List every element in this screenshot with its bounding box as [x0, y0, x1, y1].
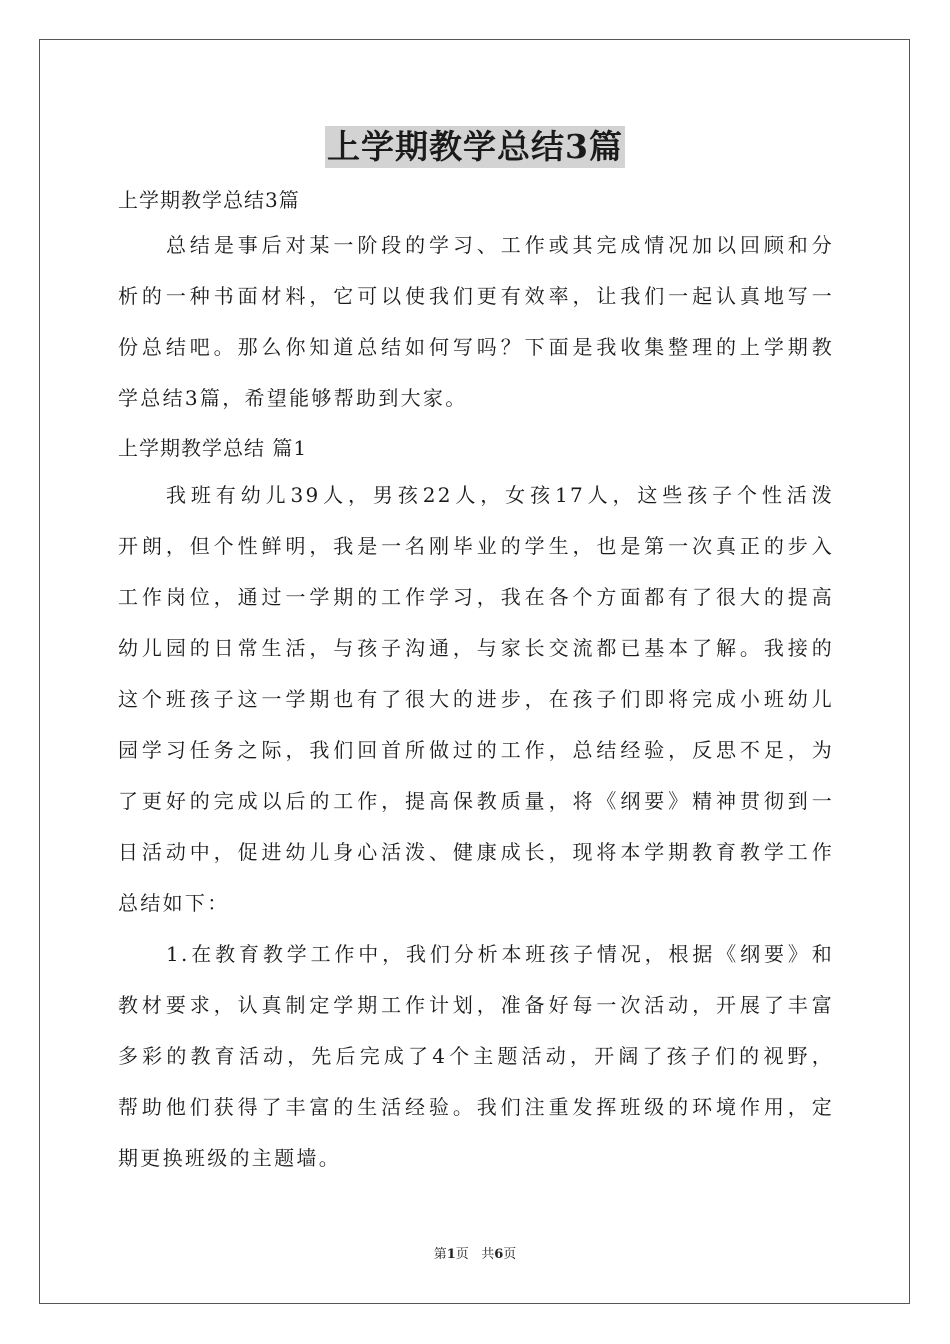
- text-line: 学总结3篇，希望能够帮助到大家。: [118, 386, 468, 410]
- footer-page-prefix: 第: [433, 1247, 447, 1262]
- paragraph-2: [118, 929, 834, 1184]
- text-line: 总结如下：: [118, 891, 230, 915]
- document-subtitle: 上学期教学总结3篇: [118, 188, 300, 212]
- document-title: 上学期教学总结3篇: [327, 127, 623, 166]
- text-line: 园学习任务之际，我们回首所做过的工作，总结经验，反思不足，为: [118, 738, 834, 762]
- text-line: 幼儿园的日常生活，与孩子沟通，与家长交流都已基本了解。我接的: [118, 636, 834, 660]
- text-line: 我班有幼儿39人，男孩22人，女孩17人，这些孩子个性活泼: [166, 483, 834, 507]
- footer-total-prefix: 共: [481, 1247, 495, 1262]
- text-line: 开朗，但个性鲜明，我是一名刚毕业的学生，也是第一次真正的步入: [118, 534, 834, 558]
- page-footer: [0, 1246, 950, 1264]
- text-line: 多彩的教育活动，先后完成了4个主题活动，开阔了孩子们的视野，: [118, 1044, 834, 1068]
- document-body: [118, 180, 834, 1184]
- text-line: 教材要求，认真制定学期工作计划，准备好每一次活动，开展了丰富: [118, 993, 834, 1017]
- text-line: 份总结吧。那么你知道总结如何写吗？下面是我收集整理的上学期教: [118, 335, 834, 359]
- footer-page-suffix: 页: [455, 1247, 469, 1262]
- text-line: 期更换班级的主题墙。: [118, 1146, 341, 1170]
- footer-total-pages: 6: [494, 1247, 504, 1262]
- intro-paragraph: [118, 220, 834, 424]
- text-line: 析的一种书面材料，它可以使我们更有效率，让我们一起认真地写一: [118, 284, 834, 308]
- title-wrap: [0, 126, 950, 168]
- text-line: 日活动中，促进幼儿身心活泼、健康成长，现将本学期教育教学工作: [118, 840, 834, 864]
- text-line: 总结是事后对某一阶段的学习、工作或其完成情况加以回顾和分: [166, 233, 834, 257]
- text-line: 1.在教育教学工作中，我们分析本班孩子情况，根据《纲要》和: [166, 942, 834, 966]
- footer-page-number: 1: [446, 1247, 456, 1262]
- text-line: 这个班孩子这一学期也有了很大的进步，在孩子们即将完成小班幼儿: [118, 687, 834, 711]
- footer-total-suffix: 页: [503, 1247, 517, 1262]
- section-heading: 上学期教学总结 篇1: [118, 436, 308, 460]
- text-line: 帮助他们获得了丰富的生活经验。我们注重发挥班级的环境作用，定: [118, 1095, 834, 1119]
- text-line: 工作岗位，通过一学期的工作学习，我在各个方面都有了很大的提高: [118, 585, 834, 609]
- paragraph-1: [118, 470, 834, 929]
- text-line: 了更好的完成以后的工作，提高保教质量，将《纲要》精神贯彻到一: [118, 789, 834, 813]
